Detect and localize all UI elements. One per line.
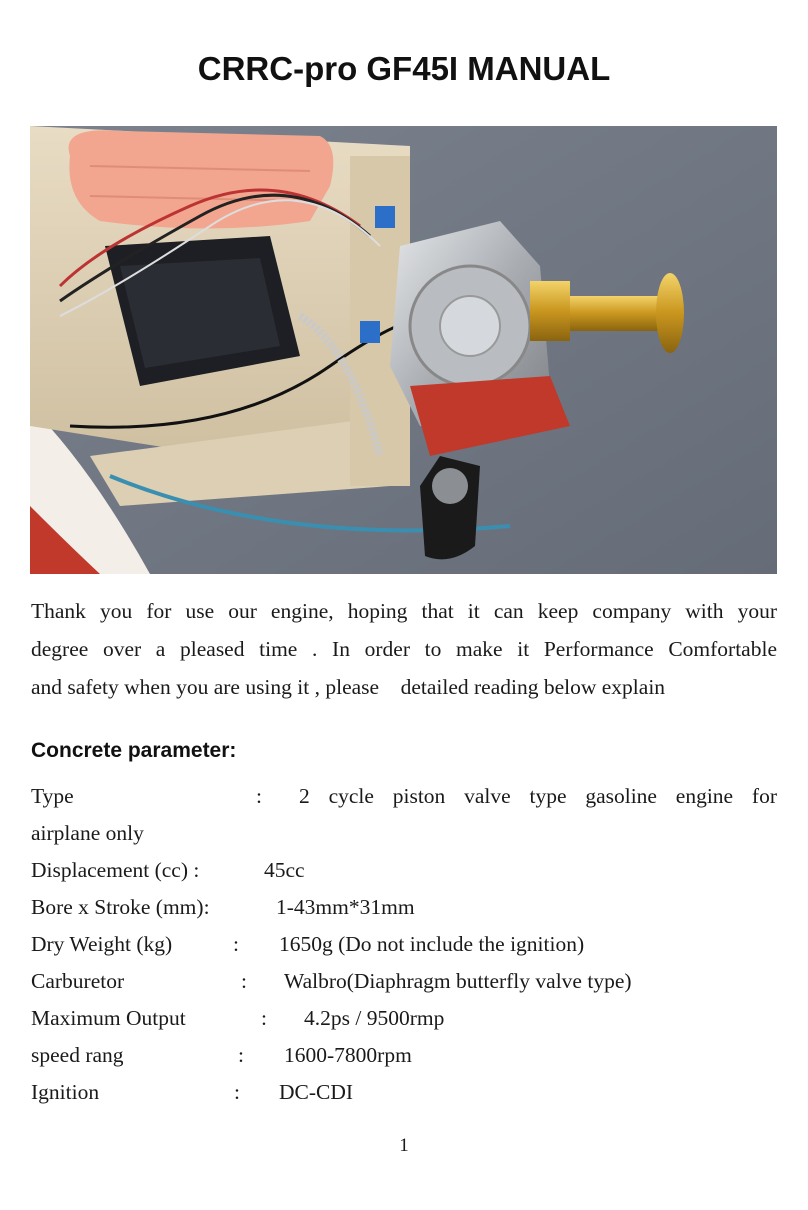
- param-value: 4.2ps / 9500rmp: [304, 1006, 445, 1030]
- param-colon: :: [241, 969, 247, 993]
- param-label: Displacement (cc) :: [31, 858, 200, 882]
- param-label: Bore x Stroke (mm):: [31, 895, 210, 919]
- param-colon: :: [256, 784, 262, 808]
- param-type: [31, 778, 777, 815]
- param-colon: :: [261, 1006, 267, 1030]
- param-ignition: [31, 1074, 777, 1111]
- param-label: Ignition: [31, 1080, 100, 1104]
- param-dry-weight: [31, 926, 777, 963]
- param-type-continued: [31, 815, 777, 852]
- param-max-output: [31, 1000, 777, 1037]
- intro-paragraph: [31, 592, 777, 706]
- param-label: Type: [31, 784, 74, 808]
- param-carburetor: [31, 963, 777, 1000]
- param-speed-range: [31, 1037, 777, 1074]
- section-heading: Concrete parameter:: [31, 739, 237, 762]
- param-value: Walbro(Diaphragm butterfly valve type): [284, 969, 632, 993]
- param-value: 2 cycle piston valve type gasoline engine for: [299, 784, 777, 808]
- param-label: Dry Weight (kg): [31, 932, 173, 956]
- param-displacement: [31, 852, 777, 889]
- param-value: DC-CDI: [279, 1080, 354, 1104]
- intro-line: and safety when you are using it , please detailed reading below explain: [31, 675, 666, 699]
- param-label: Maximum Output: [31, 1006, 186, 1030]
- param-colon: :: [233, 932, 239, 956]
- intro-line: degree over a pleased time . In order to make it Performance Comfortable: [31, 637, 777, 661]
- engine-photo: [30, 126, 777, 574]
- param-label: Carburetor: [31, 969, 125, 993]
- param-value: 1600-7800rpm: [284, 1043, 412, 1067]
- engine-illustration: [30, 126, 777, 574]
- page-title: CRRC-pro GF45I MANUAL: [197, 50, 611, 87]
- param-value: 1-43mm*31mm: [276, 895, 415, 919]
- intro-line: Thank you for use our engine, hoping that it can keep company with your: [31, 599, 777, 623]
- param-colon: :: [234, 1080, 240, 1104]
- param-value: 1650g (Do not include the ignition): [279, 932, 585, 956]
- param-colon: :: [238, 1043, 244, 1067]
- param-value: 45cc: [264, 858, 305, 882]
- param-label: speed rang: [31, 1043, 124, 1067]
- page-number: 1: [399, 1135, 409, 1156]
- param-bore-stroke: [31, 889, 777, 926]
- param-value: airplane only: [31, 821, 144, 845]
